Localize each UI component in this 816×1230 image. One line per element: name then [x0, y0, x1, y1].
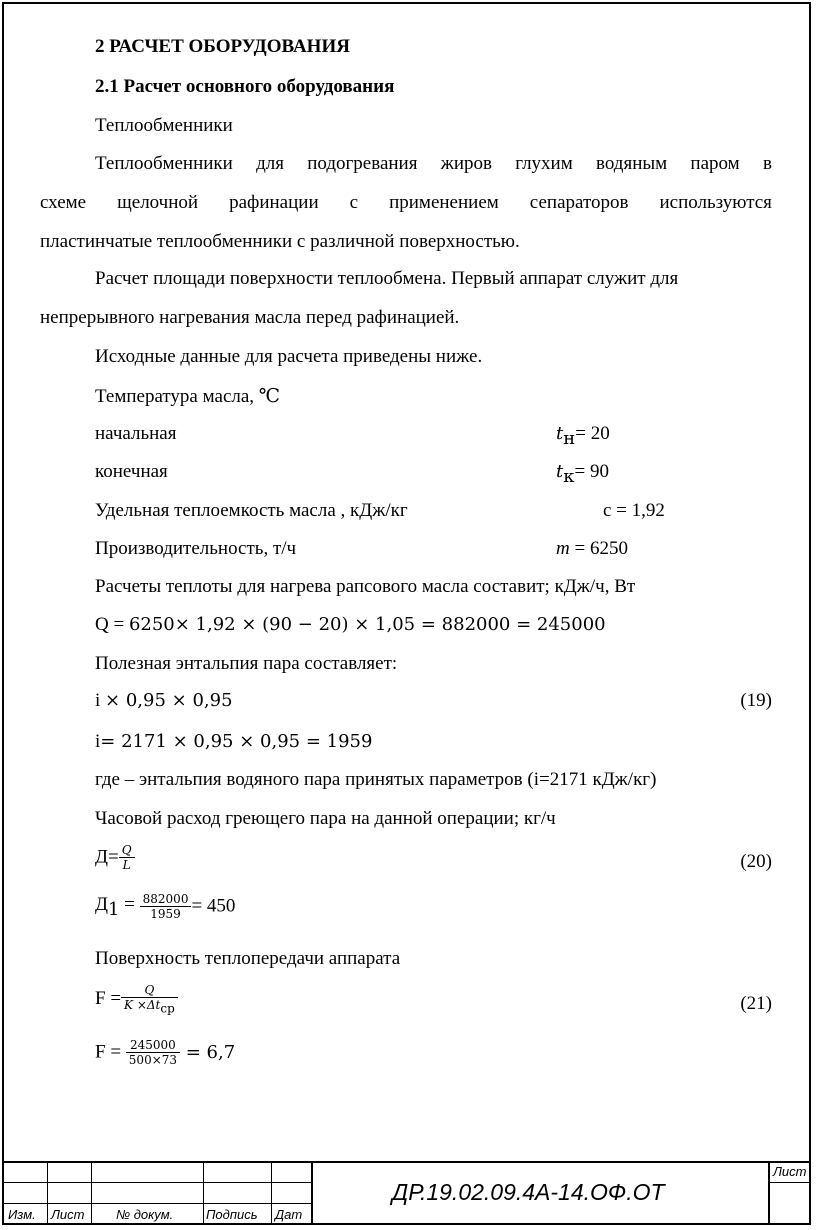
column-date: Дат	[275, 1207, 303, 1222]
equation-q: Q = 6250× 1,92 × (90 − 20) × 1,05 = 882000 = 245000	[95, 614, 606, 635]
paragraph-heat-exchangers: Теплообменники	[95, 115, 233, 136]
subsection-heading: 2.1 Расчет основного оборудования	[95, 76, 395, 97]
word: жиров	[440, 153, 492, 174]
column-doc-number: № докум.	[116, 1207, 174, 1222]
document-code: ДР.19.02.09.4А-14.ОФ.ОТ	[392, 1179, 665, 1205]
final-label: конечная	[95, 461, 168, 482]
word: в	[762, 153, 772, 174]
row-productivity	[95, 538, 816, 560]
word: используются	[659, 192, 772, 213]
word: для	[256, 153, 284, 174]
initial-value: $t_н= 20$	[556, 423, 610, 449]
equation-number-19: (19)	[740, 690, 772, 711]
equation-21: F = $\frac{Q}{K \times\Delta t_{ср}}$ (21)	[95, 983, 772, 1016]
temperature-label: Температура масла, ℃	[95, 386, 281, 407]
word: подогревания	[307, 153, 418, 174]
equation-d1: $Д_1$ = $\frac{882000}{1959}$ = 450	[95, 892, 236, 921]
heat-calc-text: Расчеты теплоты для нагрева рапсового масла составит; кДж/ч, Вт	[95, 576, 636, 597]
word: глухим	[515, 153, 573, 174]
column-izm: Изм.	[8, 1207, 36, 1222]
paragraph-2-line-1: Расчет площади поверхности теплообмена. Первый аппарат служит для	[95, 268, 679, 289]
row-final-temp	[95, 461, 816, 487]
paragraph-1-line-3: пластинчатые теплообменники с различной поверхностью.	[40, 231, 520, 252]
column-list: Лист	[51, 1207, 85, 1222]
word: рафинации	[229, 192, 319, 213]
equation-20: Д= $\frac{Q}{L}$ (20)	[95, 843, 772, 872]
productivity-label: Производительность, т/ч	[95, 538, 297, 559]
word: схеме	[40, 192, 87, 213]
equation-number-20: (20)	[740, 851, 772, 872]
word: Теплообменники	[95, 153, 233, 174]
row-heat-capacity	[95, 500, 816, 522]
heat-capacity-value: с = 1,92	[603, 500, 665, 521]
equation-number-21: (21)	[740, 993, 772, 1014]
equation-f: F = $\frac{245000}{500\times 73}$ = 6,7	[95, 1038, 236, 1067]
word: сепараторов	[529, 192, 629, 213]
heat-capacity-label: Удельная теплоемкость масла , кДж/кг	[95, 500, 408, 521]
word: применением	[389, 192, 499, 213]
equation-19: i × 0,95 × 0,95 (19)	[95, 690, 772, 711]
equation-19-calc: i= 2171 × 0,95 × 0,95 = 1959	[95, 731, 373, 752]
steam-consumption-text: Часовой расход греющего пара на данной операции; кг/ч	[95, 808, 556, 829]
row-initial-temp	[95, 423, 816, 449]
sheet-label: Лист	[773, 1164, 807, 1179]
column-signature: Подпись	[206, 1207, 258, 1222]
enthalpy-text: Полезная энтальпия пара составляет:	[95, 653, 398, 674]
surface-text: Поверхность теплопередачи аппарата	[95, 948, 401, 969]
paragraph-2-line-2: непрерывного нагревания масла перед рафинацией.	[40, 307, 460, 328]
word: с	[349, 192, 359, 213]
title-block	[4, 1161, 809, 1223]
word: паром	[690, 153, 740, 174]
paragraph-1-line-1	[95, 153, 772, 175]
section-heading: 2 РАСЧЕТ ОБОРУДОВАНИЯ	[95, 36, 350, 57]
initial-label: начальная	[95, 423, 177, 444]
paragraph-1-line-2	[40, 192, 772, 214]
productivity-value: m = 6250	[556, 538, 628, 559]
word: щелочной	[117, 192, 199, 213]
word: водяным	[596, 153, 668, 174]
where-text: где – энтальпия водяного пара принятых параметров (i=2171 кДж/кг)	[95, 769, 657, 790]
final-value: $t_к= 90$	[556, 461, 609, 487]
paragraph-3: Исходные данные для расчета приведены ниже.	[95, 346, 483, 367]
